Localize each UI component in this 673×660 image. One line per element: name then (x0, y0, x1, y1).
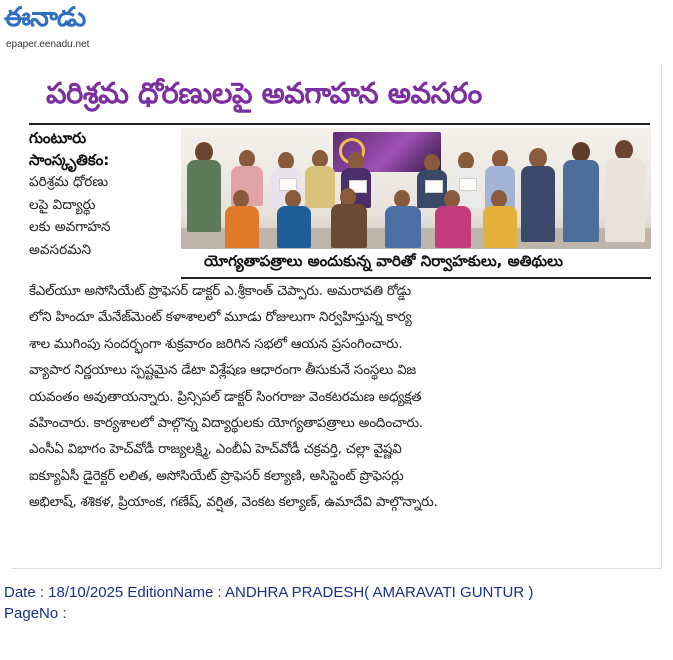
dateline-place: గుంటూరు (29, 129, 87, 147)
page-number-line: PageNo : (4, 605, 67, 622)
body-line: లోని హిందూ మేనేజ్‌మెంట్ కళాశాలలో మూడు రోజులుగా నిర్వహిస్తున్న కార్య (29, 310, 412, 326)
lead-line: లపై విద్యార్థు (29, 196, 96, 213)
certificate (459, 178, 477, 191)
body-line: వ్యాపార నిర్ణయాలు స్పష్టమైన డేటా విశ్లేషణ ఆధారంగా తీసుకునే సంస్థలు విజ (29, 363, 416, 379)
lead-column (29, 127, 179, 261)
body-line: శాల ముగింపు సందర్భంగా శుక్రవారం జరిగిన సభలో ఆయన ప్రసంగించారు. (29, 336, 403, 352)
article-body (29, 279, 654, 517)
article-headline: పరిశ్రమ ధోరణులపై అవగాహన అవసరం (46, 76, 482, 110)
body-line: వహించారు. కార్యశాలలో పాల్గొన్న విద్యార్థులకు యోగ్యతాపత్రాలు అందించారు. (29, 415, 423, 431)
photo-caption: యోగ్యతాపత్రాలు అందుకున్న వారితో నిర్వాహకులు, అతిథులు (204, 252, 563, 270)
headline-divider (29, 123, 650, 125)
edition-info (4, 582, 533, 624)
body-line: ఐక్యూఏసీ డైరెక్టర్ లలిత, అసోసియేట్ ప్రొఫెసర్ కల్యాణి, అసిస్టెంట్ ప్రొఫెసర్లు (29, 468, 404, 484)
date-edition-line: Date : 18/10/2025 EditionName : ANDHRA PRADESH( AMARAVATI GUNTUR ) (4, 584, 534, 601)
certificate (425, 180, 443, 193)
certificate (279, 178, 297, 191)
body-line: కేఎల్‌యూ అసోసియేట్ ప్రొఫెసర్ డాక్టర్ ఎ.శ్రీకాంత్ చెప్పారు. అమరావతి రోడ్డు (29, 284, 411, 299)
lead-line: పరిశ్రమ ధోరణు (29, 174, 109, 190)
masthead (2, 2, 162, 52)
lead-line: అవసరమని (29, 241, 92, 258)
epaper-url[interactable]: epaper.eenadu.net (6, 39, 90, 50)
group-photo (181, 128, 651, 249)
lead-line: లకు అవగాహన (29, 219, 111, 235)
eenadu-logo[interactable]: ఈనాడు (4, 2, 86, 33)
body-line: ఎంసీఏ విభాగం హెచ్‌వోడీ రాజ్యలక్ష్మి, ఎంబీఏ హెచ్‌వోడీ చక్రవర్తి, చల్లా వైష్ణవి (29, 442, 402, 458)
dateline-section: సాంస్కృతికం: (29, 151, 110, 169)
body-line: అభిలాష్, శశికళ, ప్రియాంక, గణేష్, వర్షిత, వెంకట కల్యాణ్, ఉమాదేవి పాల్గొన్నారు. (29, 495, 438, 511)
body-line: యవంతం అవుతాయన్నారు. ప్రిన్సిపల్ డాక్టర్ సింగరాజు వెంకటరమణ అధ్యక్షత (29, 389, 422, 405)
